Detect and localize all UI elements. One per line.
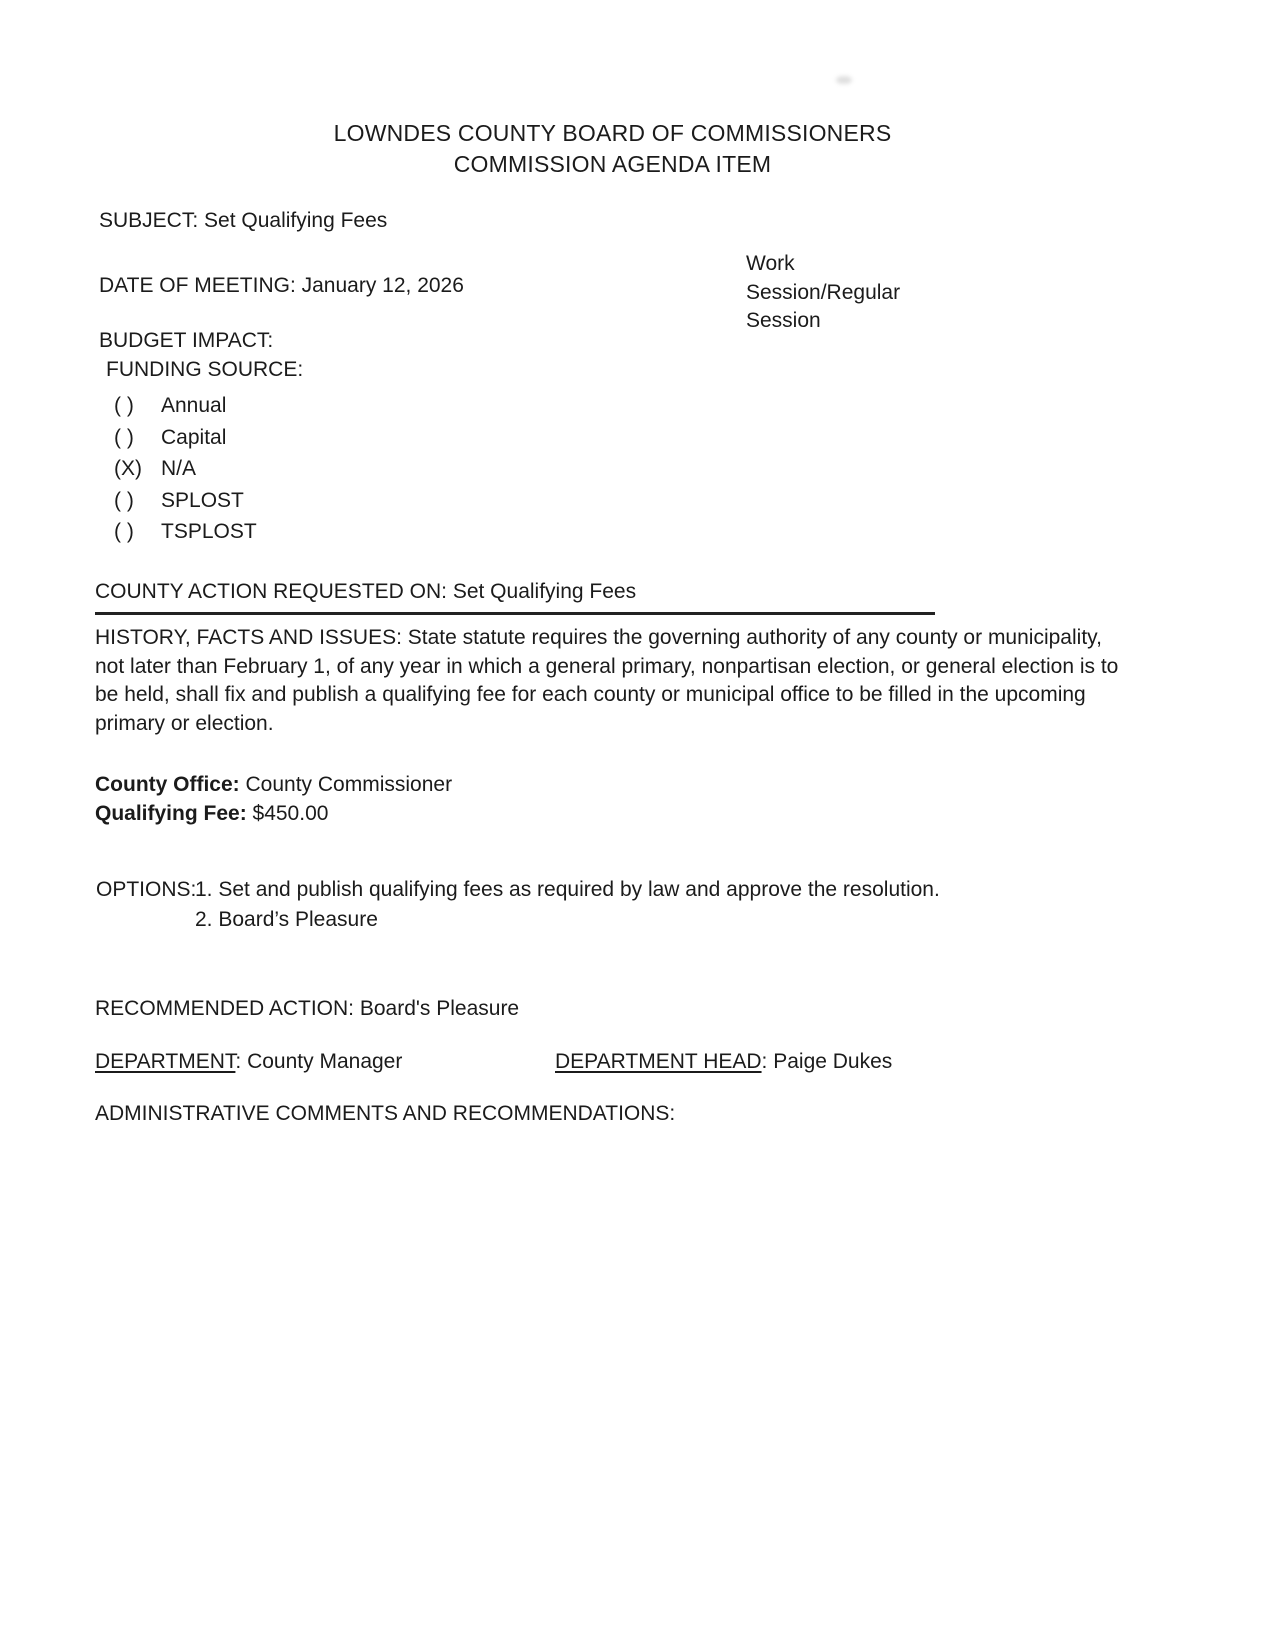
qualifying-fee-value: $450.00 xyxy=(246,802,329,825)
scan-artifact-mark xyxy=(836,76,852,84)
funding-label-na: N/A xyxy=(161,457,197,480)
qualifying-fee-label: Qualifying Fee: xyxy=(95,802,247,825)
subject-line: SUBJECT: Set Qualifying Fees xyxy=(99,209,388,232)
session-line-2: Session/Regular xyxy=(746,280,901,304)
funding-option-annual xyxy=(114,392,226,420)
title-line-1: LOWNDES COUNTY BOARD OF COMMISSIONERS xyxy=(333,120,892,146)
checkbox-annual: ( ) xyxy=(114,394,134,417)
county-office-line xyxy=(95,771,452,799)
county-office-value: County Commissioner xyxy=(239,773,453,796)
funding-label-capital: Capital xyxy=(161,426,227,449)
checkbox-splost: ( ) xyxy=(114,489,134,512)
session-line-1: Work xyxy=(746,252,795,275)
funding-option-capital xyxy=(114,424,226,452)
funding-source-label: FUNDING SOURCE: xyxy=(106,358,304,381)
funding-option-na xyxy=(114,455,196,483)
funding-option-splost xyxy=(114,487,244,515)
qualifying-fee-line xyxy=(95,800,328,828)
history-facts-issues: HISTORY, FACTS AND ISSUES: State statute requires the governing authority of any county or municipality, not later than February 1, of any year in which a general primary, nonpartisan election, or general election is to be held, shall fix and publish a qualifying fee for each county or municipal office to be filled in the upcoming primary or election. xyxy=(95,626,1119,735)
budget-impact-label: BUDGET IMPACT: xyxy=(99,329,274,352)
title-line-2: COMMISSION AGENDA ITEM xyxy=(453,151,772,177)
option-1: 1. Set and publish qualifying fees as required by law and approve the resolution. xyxy=(195,878,940,901)
recommended-action: RECOMMENDED ACTION: Board's Pleasure xyxy=(95,997,520,1020)
funding-label-tsplost: TSPLOST xyxy=(161,520,257,543)
checkbox-na-checked: (X) xyxy=(114,457,142,480)
checkbox-capital: ( ) xyxy=(114,426,134,449)
session-line-3: Session xyxy=(746,309,821,332)
department-head-line xyxy=(555,1048,892,1076)
department-line xyxy=(95,1048,402,1076)
administrative-comments: ADMINISTRATIVE COMMENTS AND RECOMMENDATIONS: xyxy=(95,1102,676,1125)
funding-option-tsplost xyxy=(114,518,257,546)
options-label: OPTIONS: xyxy=(96,878,197,901)
funding-label-splost: SPLOST xyxy=(161,489,244,512)
checkbox-tsplost: ( ) xyxy=(114,520,134,543)
session-type xyxy=(746,250,900,336)
county-office-label: County Office: xyxy=(95,773,240,796)
county-action-requested: COUNTY ACTION REQUESTED ON: Set Qualifying Fees xyxy=(95,578,935,615)
option-2: 2. Board’s Pleasure xyxy=(195,908,378,931)
department-head-value: : Paige Dukes xyxy=(761,1050,893,1073)
funding-label-annual: Annual xyxy=(161,394,227,417)
date-of-meeting: DATE OF MEETING: January 12, 2026 xyxy=(99,274,464,297)
document-title xyxy=(0,118,1225,180)
department-value: : County Manager xyxy=(235,1050,403,1073)
department-head-label: DEPARTMENT HEAD xyxy=(555,1050,762,1073)
department-label: DEPARTMENT xyxy=(95,1050,236,1073)
options-line-1 xyxy=(96,876,940,904)
